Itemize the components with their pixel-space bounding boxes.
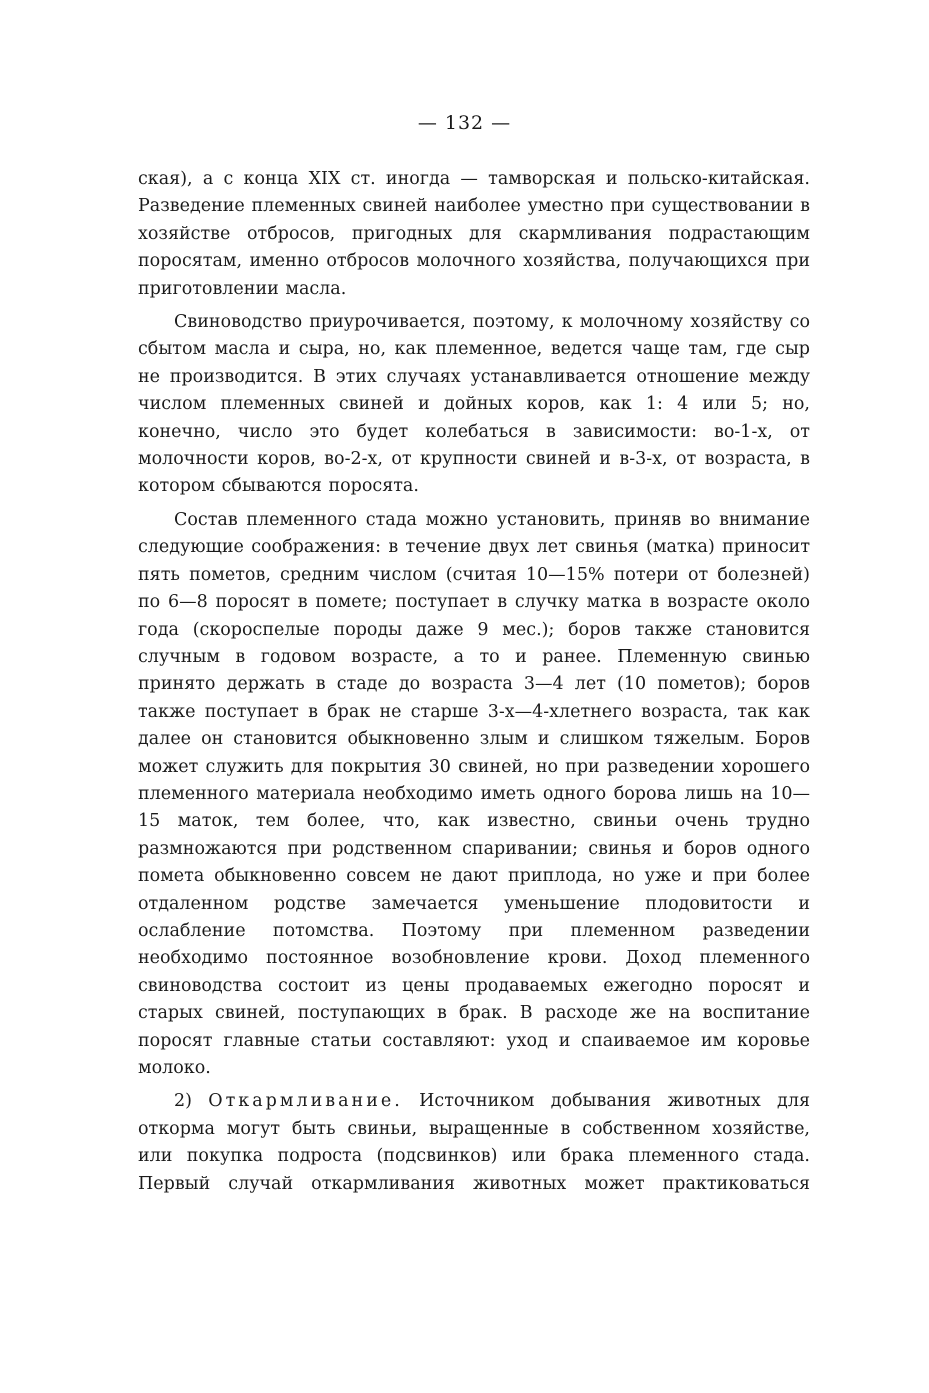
body-text	[138, 166, 810, 1198]
paragraph-2: Свиноводство приурочивается, поэтому, к молочному хозяйству со сбытом масла и сыра, но, как племенное, ведется чаще там, где сыр не производится. В этих случаях устанавливается отношение между числом племенных свиней и дойных коров, как 1: 4 или 5; но, конечно, число это будет колебаться в зависимости: во-1-х, от молочности коров, во-2-х, от крупности свиней и в-3-х, от возраста, в котором сбываются поросята.	[138, 312, 810, 497]
paragraph-3: Состав племенного стада можно установить, приняв во внимание следующие соображения: в течение двух лет свинья (матка) приносит пять пометов, средним числом (считая 10—15% потери от болезней) по 6—8 поросят в помете; поступает в случку матка в возрасте около года (скороспелые породы даже 9 мес.); боров также становится случным в годовом возрасте, а то и ранее. Племенную свинью принято держать в стаде до возраста 3—4 лет (10 пометов); боров также поступает в брак не старше 3-х—4-хлетнего возраста, так как далее он становится обыкновенно злым и слишком тяжелым. Боров может служить для покрытия 30 свиней, но при разведении хорошего племенного материала необходимо иметь одного борова лишь на 10—15 маток, тем более, что, как известно, свиньи очень трудно размножаются при родственном спаривании; свинья и боров одного помета обыкновенно совсем не дают приплода, но уже и при более отдаленном родстве замечается уменьшение плодовитости и ослабление потомства. Поэтому при племенном разведении необходимо постоянное возобновление крови. Доход племенного свиноводства состоит из цены продаваемых ежегодно поросят и старых свиней, поступающих в брак. В расходе же на воспитание поросят главные статьи составляют: уход и спаиваемое им коровье молоко.	[138, 509, 810, 1078]
section-heading: Откармливание.	[208, 1091, 403, 1112]
section-number: 2)	[174, 1091, 209, 1112]
paragraph-4	[138, 1088, 810, 1198]
page-number: — 132 —	[417, 112, 512, 134]
paragraph-1: ская), а с конца XIX ст. иногда — тамворская и польско-китайская. Разведение племенных свиней наиболее уместно при существовании в хозяйстве отбросов, пригодных для скармливания подрастающим поросятам, именно отбросов молочного хозяйства, получающихся при приготовлении масла.	[138, 169, 810, 299]
paragraph-4-text: Источником добывания животных для откорма могут быть свиньи, выращенные в собственном хозяйстве, или покупка подроста (подсвинков) или брака племенного стада. Первый случай откармливания животных может практиковаться	[138, 1091, 810, 1194]
